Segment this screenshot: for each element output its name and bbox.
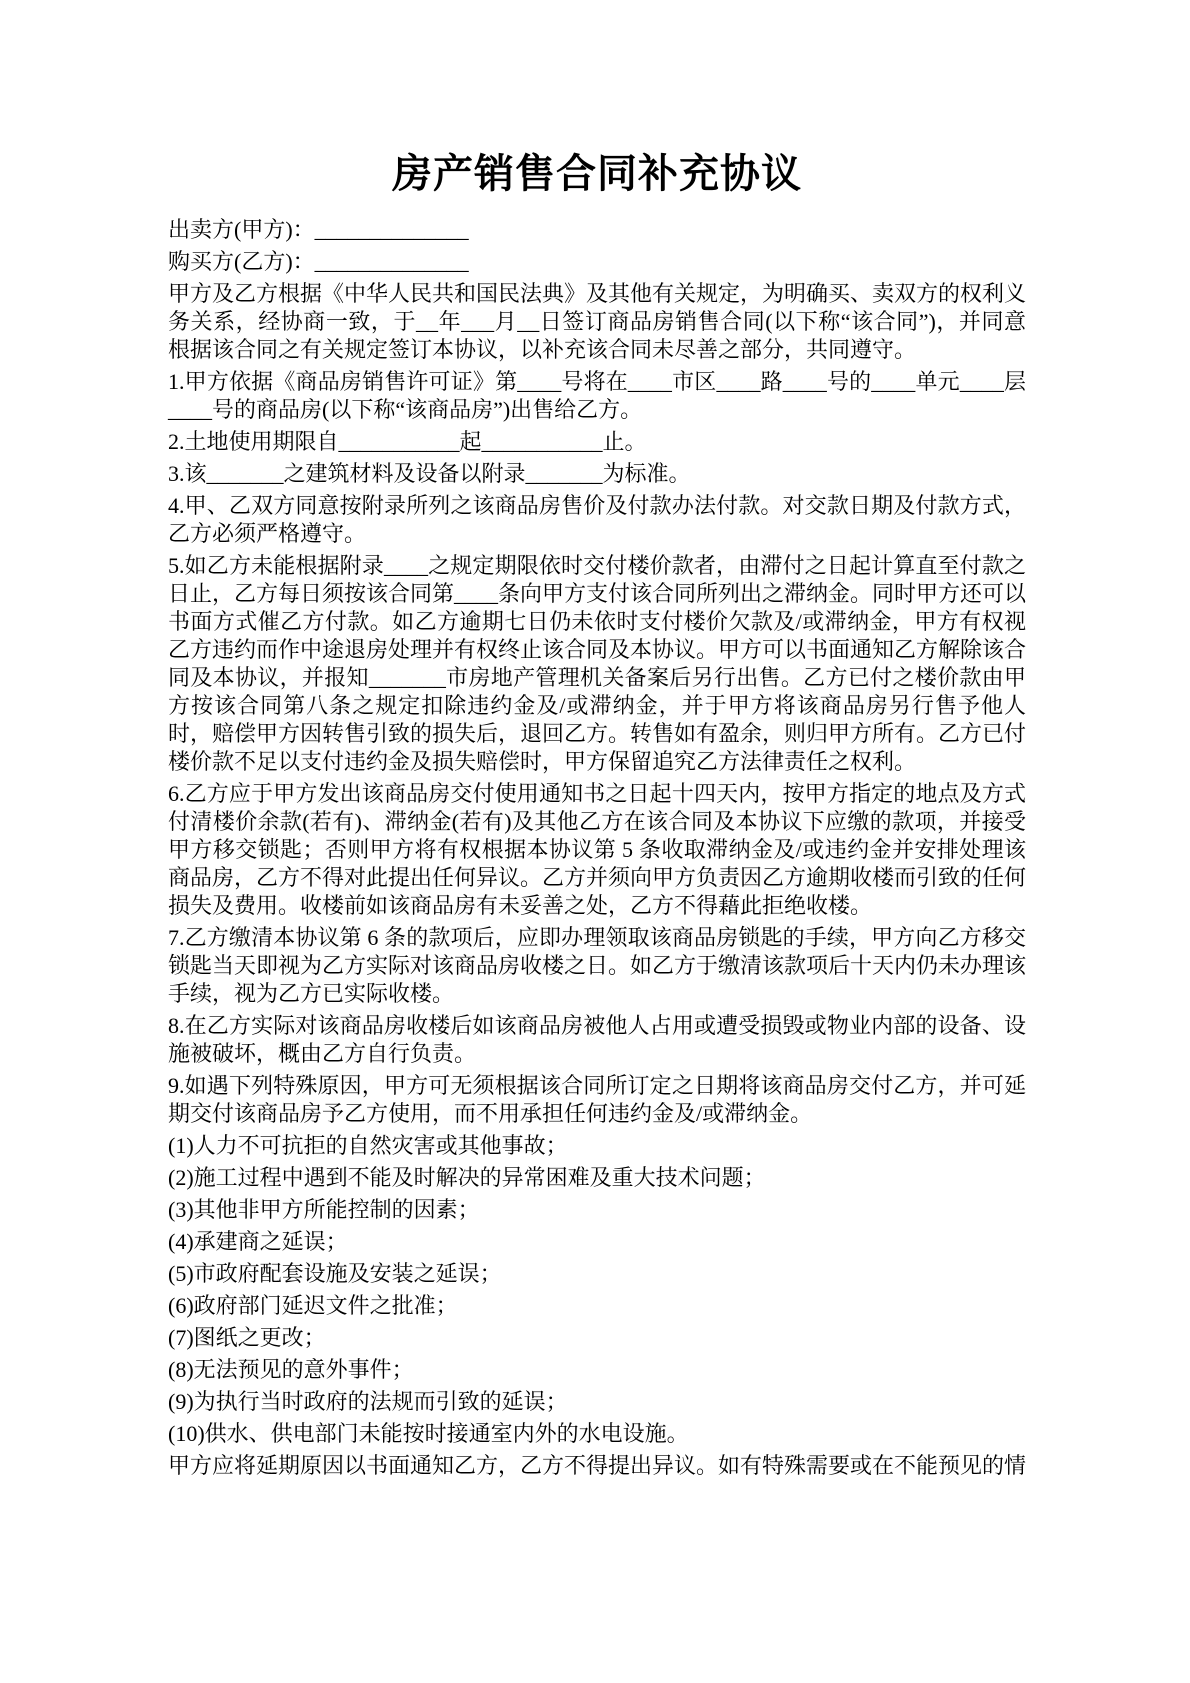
clause-9-item-9: (9)为执行当时政府的法规而引致的延误；: [168, 1389, 568, 1414]
document-body: [168, 216, 1026, 1480]
clause-9-item-3: (3)其他非甲方所能控制的因素；: [168, 1197, 480, 1222]
clause-3: 3.该_______之建筑材料及设备以附录_______为标准。: [168, 461, 691, 486]
clause-9-item-2: (2)施工过程中遇到不能及时解决的异常困难及重大技术问题；: [168, 1165, 766, 1190]
document-title: 房产销售合同补充协议: [392, 151, 802, 196]
buyer-party-line: 购买方(乙方)：______________: [168, 249, 469, 274]
delay-notice-line: 甲方应将延期原因以书面通知乙方，乙方不得提出异议。如有特殊需要或在不能预见的情: [168, 1453, 1027, 1478]
clause-1: 1.甲方依据《商品房销售许可证》第____号将在____市区____路____号的____单元____层____号的商品房(以下称“该商品房”)出售给乙方。: [168, 369, 1026, 422]
clause-9-item-5: (5)市政府配套设施及安装之延误；: [168, 1261, 502, 1286]
preamble: 甲方及乙方根据《中华人民共和国民法典》及其他有关规定，为明确买、卖双方的权利义务关系，经协商一致，于__年___月__日签订商品房销售合同(以下称“该合同”)，并同意根据该合同之有关规定签订本协议，以补充该合同未尽善之部分，共同遵守。: [168, 281, 1027, 362]
clause-9-item-7: (7)图纸之更改；: [168, 1325, 326, 1350]
clause-9-item-1: (1)人力不可抗拒的自然灾害或其他事故；: [168, 1133, 568, 1158]
clause-9-item-6: (6)政府部门延迟文件之批准；: [168, 1293, 458, 1318]
clause-9: 9.如遇下列特殊原因，甲方可无须根据该合同所订定之日期将该商品房交付乙方，并可延期交付该商品房予乙方使用，而不用承担任何违约金及/或滞纳金。: [168, 1073, 1026, 1126]
seller-party-line: 出卖方(甲方)：______________: [168, 217, 469, 242]
clause-8: 8.在乙方实际对该商品房收楼后如该商品房被他人占用或遭受损毁或物业内部的设备、设施被破坏，概由乙方自行负责。: [168, 1013, 1026, 1066]
clause-9-item-4: (4)承建商之延误；: [168, 1229, 348, 1254]
clause-7: 7.乙方缴清本协议第 6 条的款项后，应即办理领取该商品房锁匙的手续，甲方向乙方移交锁匙当天即视为乙方实际对该商品房收楼之日。如乙方于缴清该款项后十天内仍未办理该手续，视为乙方已实际收楼。: [168, 925, 1027, 1006]
clause-9-item-10: (10)供水、供电部门未能按时接通室内外的水电设施。: [168, 1421, 689, 1446]
clause-5: 5.如乙方未能根据附录____之规定期限依时交付楼价款者，由滞付之日起计算直至付款之日止，乙方每日须按该合同第____条向甲方支付该合同所列出之滞纳金。同时甲方还可以书面方式催乙方付款。如乙方逾期七日仍未依时支付楼价欠款及/或滞纳金，甲方有权视乙方违约而作中途退房处理并有权终止该合同及本协议。甲方可以书面通知乙方解除该合同及本协议，并报知_______市房地产管理机关备案后另行出售。乙方已付之楼价款由甲方按该合同第八条之规定扣除违约金及/或滞纳金，并于甲方将该商品房另行售予他人时，赔偿甲方因转售引致的损失后，退回乙方。转售如有盈余，则归甲方所有。乙方已付楼价款不足以支付违约金及损失赔偿时，甲方保留追究乙方法律责任之权利。: [168, 553, 1027, 774]
clause-9-item-8: (8)无法预见的意外事件；: [168, 1357, 414, 1382]
clause-6: 6.乙方应于甲方发出该商品房交付使用通知书之日起十四天内，按甲方指定的地点及方式付清楼价余款(若有)、滞纳金(若有)及其他乙方在该合同及本协议下应缴的款项，并接受甲方移交锁匙；否则甲方将有权根据本协议第 5 条收取滞纳金及/或违约金并安排处理该商品房，乙方不得对此提出任何异议。乙方并须向甲方负责因乙方逾期收楼而引致的任何损失及费用。收楼前如该商品房有未妥善之处，乙方不得藉此拒绝收楼。: [168, 781, 1027, 918]
clause-4: 4.甲、乙双方同意按附录所列之该商品房售价及付款办法付款。对交款日期及付款方式，乙方必须严格遵守。: [168, 493, 1026, 546]
clause-2: 2.土地使用期限自___________起___________止。: [168, 429, 647, 454]
